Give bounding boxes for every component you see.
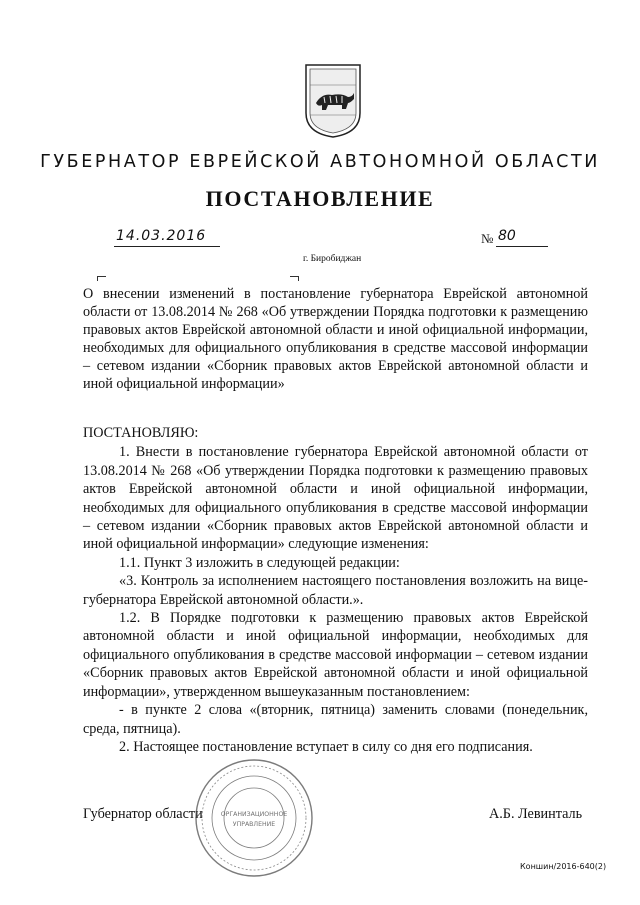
paragraph-1-2: 1.2. В Порядке подготовки к размещению правовых актов Еврейской автономной области и иной официальной информации, необходимых для официального опубликования в средстве массовой информации – сетевом издании «Сборник правовых актов Еврейской автономной области и иной официальной информации», утвержденном вышеуказанным постановлением: <box>83 610 588 700</box>
organization-title: ГУБЕРНАТОР ЕВРЕЙСКОЙ АВТОНОМНОЙ ОБЛАСТИ <box>40 152 600 172</box>
paragraph-2: 2. Настоящее постановление вступает в силу со дня его подписания. <box>119 738 533 755</box>
coat-of-arms-emblem <box>304 63 362 139</box>
stamp-text-line-1: ОРГАНИЗАЦИОННОЕ <box>220 811 288 818</box>
stamp-text-line-2: УПРАВЛЕНИЕ <box>232 821 276 828</box>
document-number: 80 <box>496 228 548 247</box>
document-body <box>83 424 588 756</box>
signatory-position: Губернатор области <box>83 806 203 822</box>
paragraph-1-1: 1.1. Пункт 3 изложить в следующей редакции: <box>119 554 400 571</box>
resolve-heading: ПОСТАНОВЛЯЮ: <box>83 425 199 441</box>
document-type-title: ПОСТАНОВЛЕНИЕ <box>205 186 435 211</box>
paragraph-1: 1. Внести в постановление губернатора Еврейской автономной области от 13.08.2014 № 268 «Об утверждении Порядка подготовки к размещению правовых актов Еврейской автономной области и иной официальной информации, необходимых для официального опубликования в средстве массовой информации – сетевом издании «Сборник правовых актов Еврейской автономной области и иной официальной информации» следующие изменения: <box>83 444 588 553</box>
paragraph-1-1-text: «3. Контроль за исполнением настоящего постановления возложить на вице-губернатора Еврейской автономной области.». <box>83 573 588 608</box>
document-date: 14.03.2016 <box>114 228 220 247</box>
subject-bracket-left <box>97 276 106 281</box>
document-subject: О внесении изменений в постановление губернатора Еврейской автономной области от 13.08.2014 № 268 «Об утверждении Порядка подготовки к размещению правовых актов Еврейской автономной области и иной официальной информации, необходимых для официального опубликования в средстве массовой информации – сетевом издании «Сборник правовых актов Еврейской автономной области и иной официальной информации» <box>83 286 588 392</box>
document-footer-code: Коншин/2016-640(2) <box>520 862 607 871</box>
subject-bracket-right <box>290 276 299 281</box>
official-stamp <box>192 756 316 880</box>
paragraph-1-2-text: - в пункте 2 слова «(вторник, пятница) заменить словами (понедельник, среда, пятница). <box>83 702 588 737</box>
number-sign: № <box>481 231 494 246</box>
city-label: г. Биробиджан <box>303 254 362 264</box>
signatory-name: А.Б. Левинталь <box>489 806 583 822</box>
